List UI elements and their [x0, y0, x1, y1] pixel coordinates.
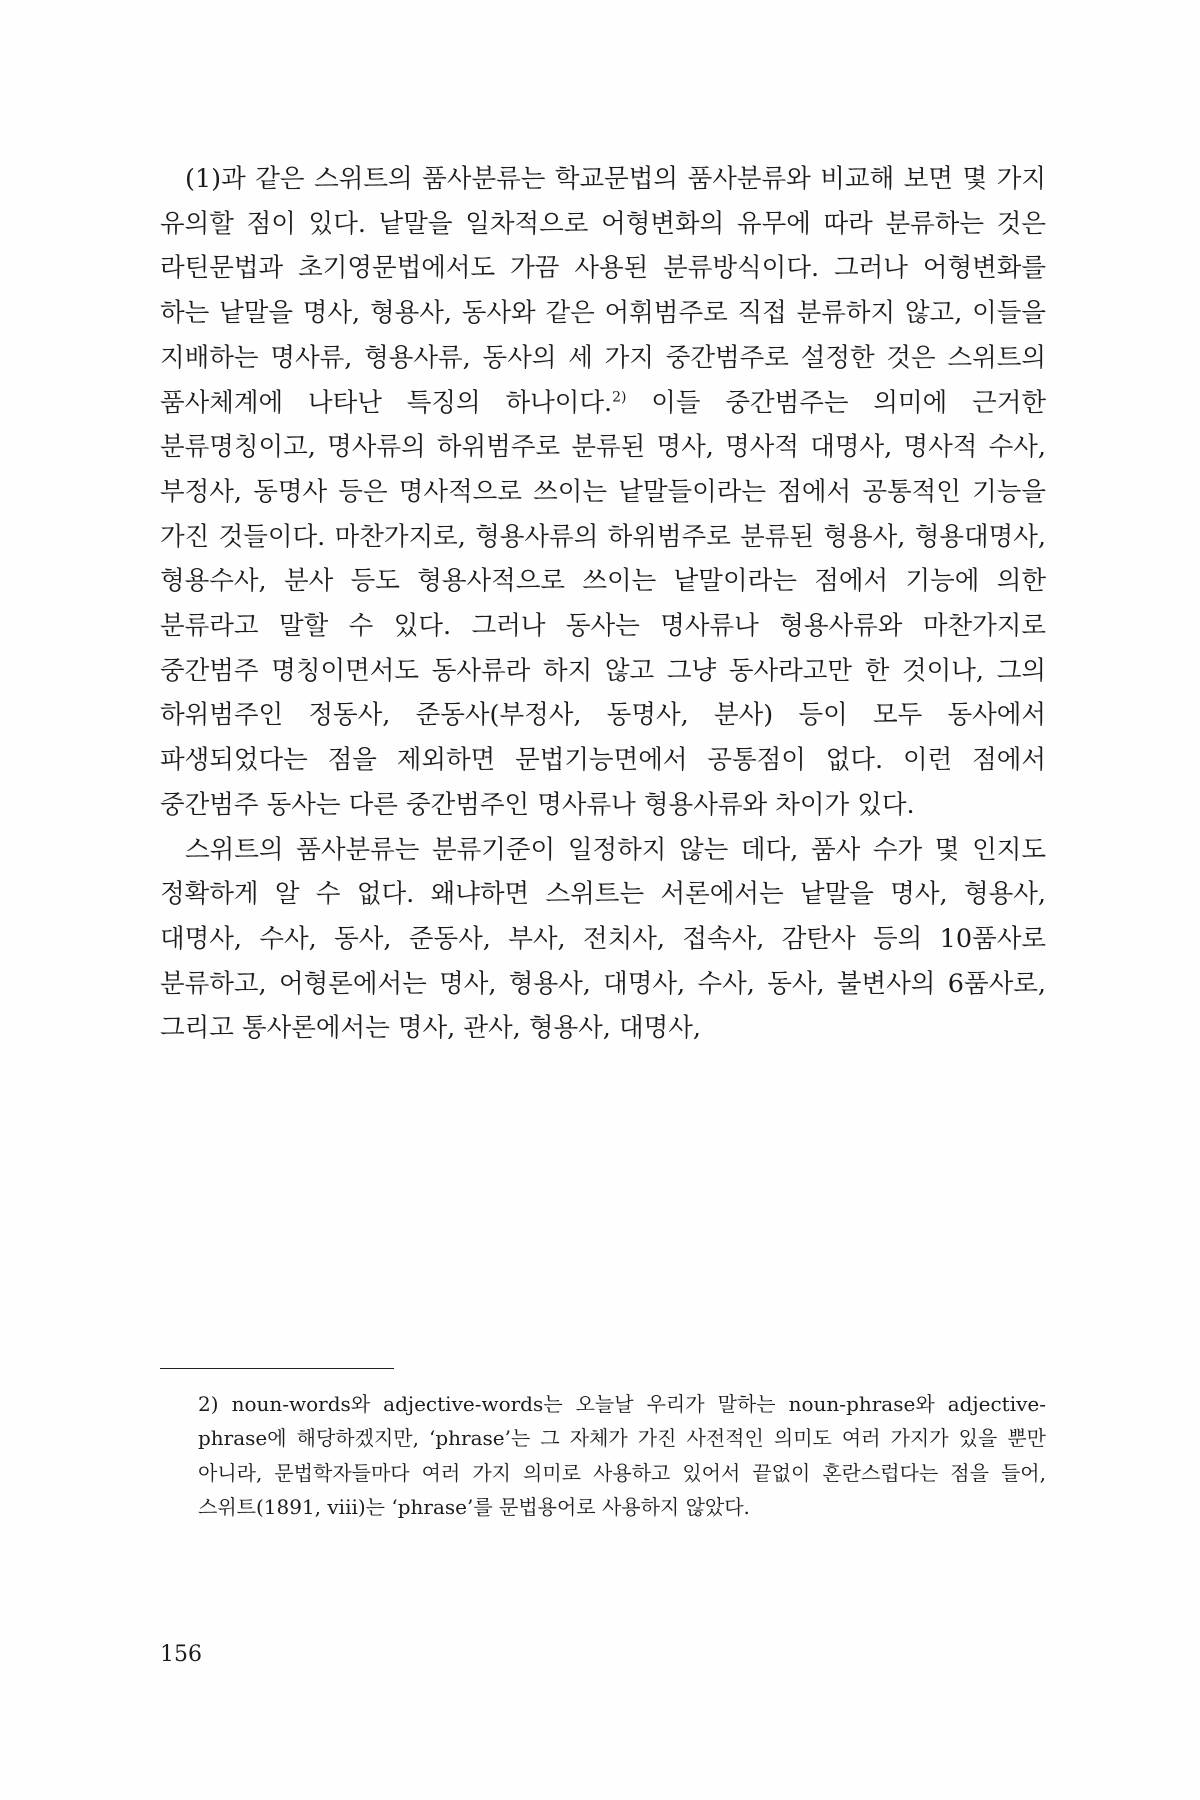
main-text: [160, 157, 1046, 1051]
page-number: 156: [160, 1642, 202, 1667]
paragraph-2: 스위트의 품사분류는 분류기준이 일정하지 않는 데다, 품사 수가 몇 인지도 정확하게 알 수 없다. 왜냐하면 스위트는 서론에서는 낱말을 명사, 형용사, 대명사, 수사, 동사, 준동사, 부사, 전치사, 접속사, 감탄사 등의 10품사로 분류하고, 어형론에서는 명사, 형용사, 대명사, 수사, 동사, 불변사의 6품사로, 그리고 통사론에서는 명사, 관사, 형용사, 대명사,: [160, 834, 1046, 1044]
footnote-divider: [160, 1368, 394, 1369]
paragraph-1: [160, 157, 1046, 828]
paragraph-1-text: (1)과 같은 스위트의 품사분류는 학교문법의 품사분류와 비교해 보면 몇 가지 유의할 점이 있다. 낱말을 일차적으로 어형변화의 유무에 따라 분류하는 것은 라틴문법과 초기영문법에서도 가끔 사용된 분류방식이다. 그러나 어형변화를 하는 낱말을 명사, 형용사, 동사와 같은 어휘범주로 직접 분류하지 않고, 이들을 지배하는 명사류, 형용사류, 동사의 세 가지 중간범주로 설정한 것은 스위트의 품사체계에 나타난 특징의 하나이다.: [160, 164, 1046, 418]
footnotes: [198, 1387, 1046, 1525]
paragraph-1-continuation: 이들 중간범주는 의미에 근거한 분류명칭이고, 명사류의 하위범주로 분류된 명사, 명사적 대명사, 명사적 수사, 부정사, 동명사 등은 명사적으로 쓰이는 낱말들이라는 점에서 공통적인 기능을 가진 것들이다. 마찬가지로, 형용사류의 하위범주로 분류된 형용사, 형용대명사, 형용수사, 분사 등도 형용사적으로 쓰이는 낱말이라는 점에서 기능에 의한 분류라고 말할 수 있다. 그러나 동사는 명사류나 형용사류와 마찬가지로 중간범주 명칭이면서도 동사류라 하지 않고 그냥 동사라고만 한 것이나, 그의 하위범주인 정동사, 준동사(부정사, 동명사, 분사) 등이 모두 동사에서 파생되었다는 점을 제외하면 문법기능면에서 공통점이 없다. 이런 점에서 중간범주 동사는 다른 중간범주인 명사류나 형용사류와 차이가 있다.: [160, 387, 1047, 820]
footnote-reference: 2): [612, 389, 627, 406]
footnote-2: 2) noun-words와 adjective-words는 오늘날 우리가 말하는 noun-phrase와 adjective-phrase에 해당하겠지만, ‘phrase’는 그 자체가 가진 사전적인 의미도 여러 가지가 있을 뿐만 아니라, 문법학자들마다 여러 가지 의미로 사용하고 있어서 끝없이 혼란스럽다는 점을 들어, 스위트(1891, viii)는 ‘phrase’를 문법용어로 사용하지 않았다.: [198, 1392, 1046, 1520]
